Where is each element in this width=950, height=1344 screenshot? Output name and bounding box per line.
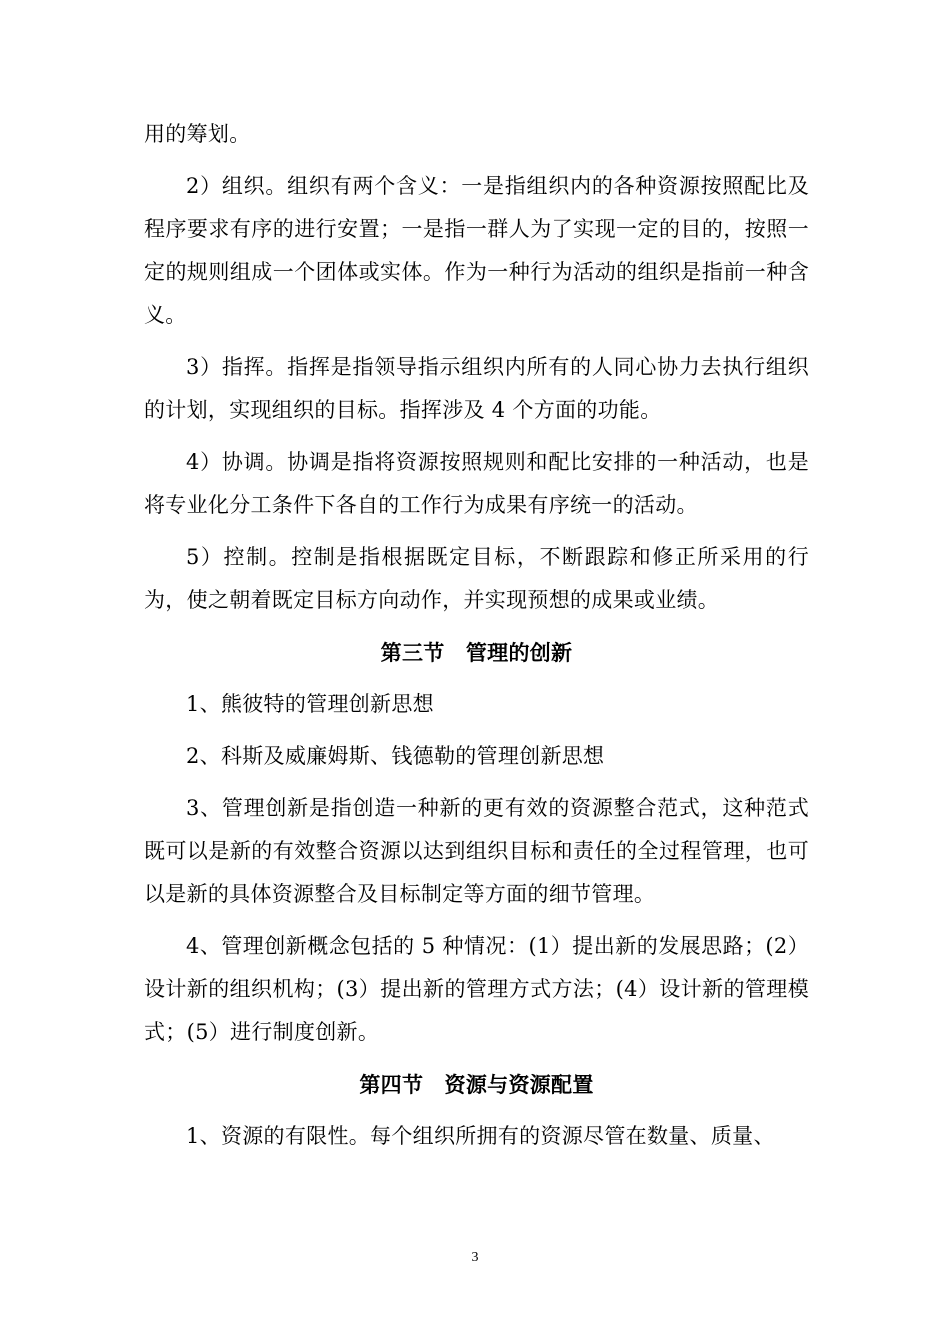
paragraph-coordinate: 4）协调。协调是指将资源按照规则和配比安排的一种活动，也是将专业化分工条件下各自的工作行为成果有序统一的活动。 xyxy=(144,450,809,517)
paragraph-schumpeter: 1、熊彼特的管理创新思想 xyxy=(186,692,434,716)
paragraph-innovation-cases: 4、管理创新概念包括的 5 种情况：(1）提出新的发展思路；(2）设计新的组织机构；(3）提出新的管理方式方法；(4）设计新的管理模式；(5）进行制度创新。 xyxy=(144,934,809,1044)
paragraph-command: 3）指挥。指挥是指领导指示组织内所有的人同心协力去执行组织的计划，实现组织的目标。指挥涉及 4 个方面的功能。 xyxy=(144,355,809,422)
page-number: 3 xyxy=(471,1250,479,1265)
section-heading-4: 第四节 资源与资源配置 xyxy=(359,1072,594,1097)
paragraph-continuation: 用的筹划。 xyxy=(144,122,251,146)
section-heading-3: 第三节 管理的创新 xyxy=(380,640,573,665)
paragraph-control: 5）控制。控制是指根据既定目标，不断跟踪和修正所采用的行为，使之朝着既定目标方向动作，并实现预想的成果或业绩。 xyxy=(144,545,809,612)
paragraph-coase: 2、科斯及威廉姆斯、钱德勒的管理创新思想 xyxy=(186,744,605,768)
document-body xyxy=(144,113,809,1167)
paragraph-organize: 2）组织。组织有两个含义：一是指组织内的各种资源按照配比及程序要求有序的进行安置；一是指一群人为了实现一定的目的，按照一定的规则组成一个团体或实体。作为一种行为活动的组织是指前一种含义。 xyxy=(144,174,809,327)
paragraph-resource-limit: 1、资源的有限性。每个组织所拥有的资源尽管在数量、质量、 xyxy=(186,1124,775,1148)
paragraph-innovation-definition: 3、管理创新是指创造一种新的更有效的资源整合范式，这种范式既可以是新的有效整合资源以达到组织目标和责任的全过程管理，也可以是新的具体资源整合及目标制定等方面的细节管理。 xyxy=(144,796,809,906)
